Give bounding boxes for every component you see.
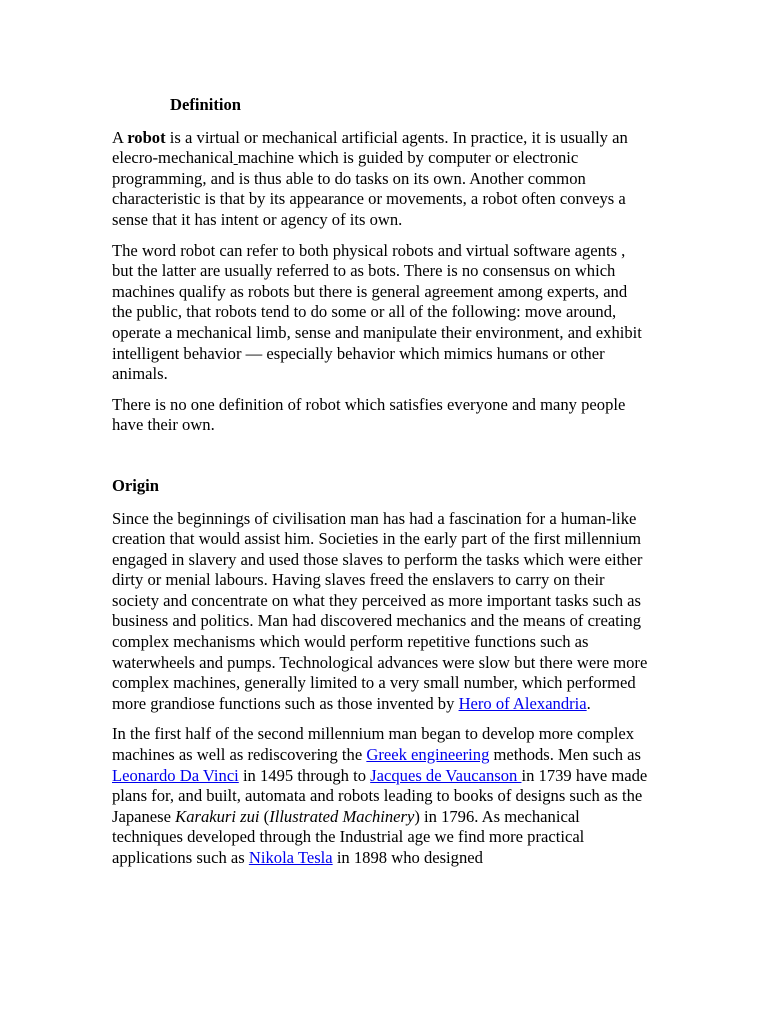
definition-paragraph-3: There is no one definition of robot which satisfies everyone and many people have their own. [112, 394, 626, 435]
definition-paragraph-2: The word robot can refer to both physical robots and virtual software agents , but the latter are usually referred to as bots. There is no consensus on which machines qualify as robots but there is general agreement among experts, and the public, that robots tend to do some or all of the following: move around, operate a mechanical limb, sense and manipulate their environment, and exhibit intelligent behavior — especially behavior which mimics humans or other animals. [112, 240, 642, 384]
origin-heading: Origin [112, 475, 160, 495]
origin-paragraph-1 [112, 509, 648, 715]
text-span: methods. Men such as [489, 745, 642, 765]
text-span: in 1495 through to [238, 765, 371, 785]
document-page [112, 95, 648, 879]
karakuri-zui-title: Karakuri zui [175, 806, 260, 826]
nikola-tesla-link[interactable]: Nikola Tesla [248, 848, 333, 867]
text-span: machine which is guided by computer or electronic programming, and is thus able to do tasks on its own. Another common characteristic is that by its appearance or movements, a robot often conveys a sense that it has intent or agency of its own. [112, 148, 626, 229]
text-span: ( [259, 806, 270, 826]
leonardo-da-vinci-link[interactable]: Leonardo Da Vinci [112, 765, 239, 785]
text-span: in 1898 who designed [332, 848, 483, 867]
origin-paragraph-2 [112, 724, 648, 868]
text-span: is a virtual or mechanical artificial agents. In practice, it is usually an elecro-mechanical [112, 127, 628, 168]
text-span: . [586, 693, 591, 713]
text-span: Since the beginnings of civilisation man has had a fascination for a human-like creation that would assist him. Societies in the early part of the first millennium engaged in slavery and used those slaves to perform the tasks which were either dirty or menial labours. Having slaves freed the enslavers to carry on their society and concentrate on what they perceived as more important tasks such as business and politics. Man had discovered mechanics and the means of creating complex mechanisms which would perform repetitive functions such as waterwheels and pumps. Technological advances were slow but there were more complex machines, generally limited to a very small number, which performed more grandiose functions such as those invented by [112, 508, 648, 713]
definition-heading: Definition [170, 95, 241, 114]
robot-term: robot [127, 127, 166, 147]
text-span: in 1739 have made plans for, and built, automata and robots leading to books of designs such as the Japanese [112, 765, 648, 826]
text-span: In the first half of the second millennium man began to develop more complex machines as well as rediscovering the [112, 724, 635, 765]
jacques-de-vaucanson-link[interactable]: Jacques de Vaucanson [370, 765, 522, 785]
text-span: A [112, 127, 128, 147]
greek-engineering-link[interactable]: Greek engineering [366, 745, 490, 765]
illustrated-machinery-title: Illustrated Machinery [269, 806, 415, 826]
text-span: ) in 1796. As mechanical techniques developed through the Industrial age we find more practical applications such as [112, 806, 585, 867]
hero-of-alexandria-link[interactable]: Hero of Alexandria [458, 693, 587, 713]
definition-paragraph-1 [112, 128, 648, 231]
